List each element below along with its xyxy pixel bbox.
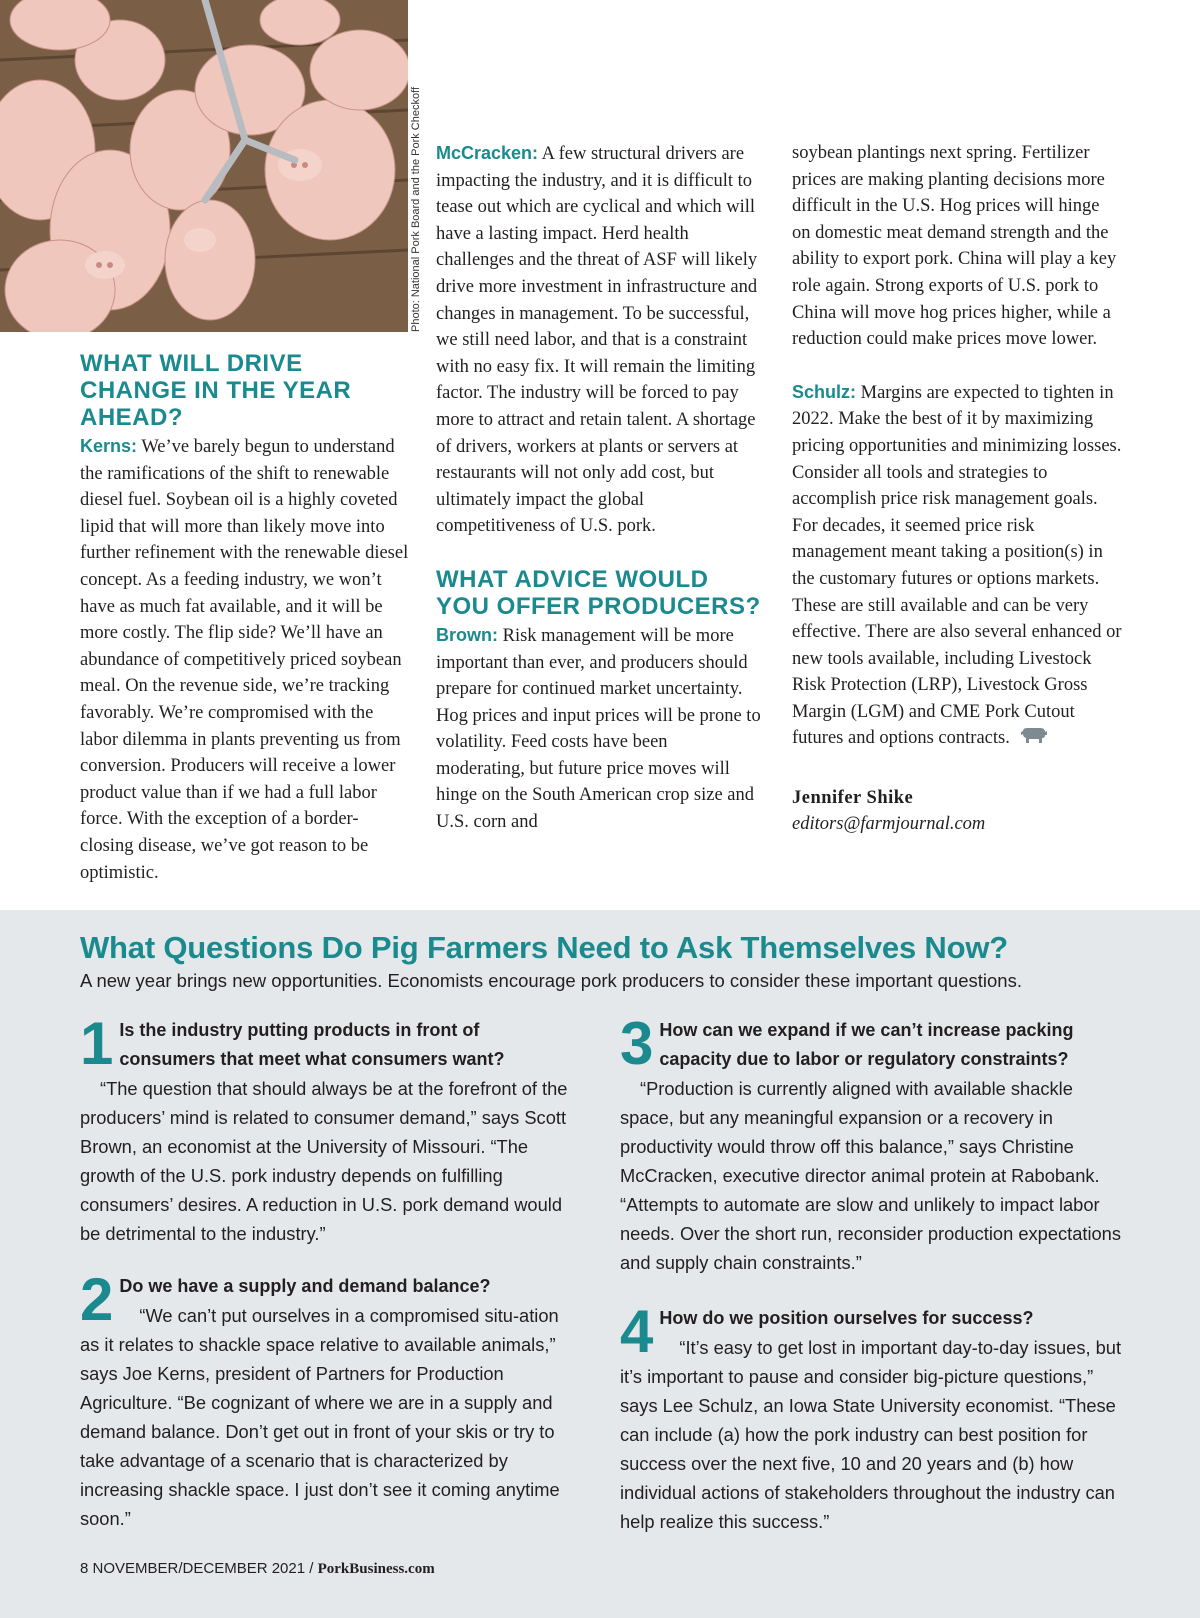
question-4 [620,1298,1125,1536]
question-2 [80,1266,580,1533]
sidebar-subtitle: A new year brings new opportunities. Economists encourage pork producers to consider these important questions. [80,970,1022,991]
byline-email[interactable]: editors@farmjournal.com [792,814,986,835]
schulz-text: Margins are expected to tighten in 2022. Make the best of it by maximizing pricing opportunities and minimizing losses. Consider all tools and strategies to accomplish price risk management goals. For decades, it seemed price risk management meant taking a position(s) in the customary futures or options markets. These are still available and can be very effective. There are also several enhanced or new tools available, including Livestock Risk Protection (LRP), Livestock Gross Margin (LGM) and CME Pork Cutout futures and options contracts. [792,382,1122,749]
question-number: 3 [620,1010,654,1077]
article-column-1 [80,350,410,886]
question-number: 4 [620,1298,654,1365]
piglets-photo [0,0,408,332]
question-3 [620,1010,1125,1277]
brown-lead: Brown: [436,624,498,645]
question-body: “Production is currently aligned with available shackle space, but any meaningful expansion or a recovery in productivity would throw off this balance,” says Christine McCracken, executive director animal protein at Rabobank. “Attempts to automate are slow and unlikely to impact labor needs. Over the short run, reconsider production expectations and supply chain constraints.” [620,1078,1121,1273]
question-number: 1 [80,1010,114,1077]
article-column-3 [792,140,1122,838]
question-1 [80,1010,580,1248]
site-link[interactable]: PorkBusiness.com [317,1561,435,1577]
section-heading-drive-change: WHAT WILL DRIVE CHANGE IN THE YEAR AHEAD? [80,350,352,431]
byline-name: Jennifer Shike [792,787,914,808]
question-body: “We can’t put ourselves in a compromised situ-ation as it relates to shackle space relative to available animals,” says Joe Kerns, president of Partners for Production Agriculture. “Be cognizant of where we are in a supply and demand balance. Don’t get out in front of your skis or try to take advantage of a scenario that is characterized by increasing shackle space. I just don’t see it coming anytime soon.” [80,1305,560,1529]
kerns-text: We’ve barely begun to understand the ramifications of the shift to renewable diesel fuel. Soybean oil is a highly coveted lipid that will more than likely move into further refinement with the renewable diesel concept. As a feeding industry, we won’t have as much fat available, and it will be more costly. The flip side? We’ll have an abundance of competitively priced soybean meal. On the revenue side, we’re tracking favorably. We’re compromised with the labor dilemma in plants preventing us from conversion. Producers will receive a lower product value than if we had a full labor force. With the exception of a border-closing disease, we’ve got reason to be optimistic. [80,437,409,883]
issue-date: NOVEMBER/DECEMBER 2021 [92,1560,306,1577]
kerns-lead: Kerns: [80,436,138,456]
mccracken-paragraph [436,140,761,540]
mccracken-lead: McCracken: [436,143,539,163]
question-heading: How do we position ourselves for success? [659,1308,1034,1328]
footer-separator: / [309,1560,314,1577]
page-footer [80,1560,435,1578]
article-column-2 [436,140,761,836]
brown-text: Risk management will be more important than ever, and producers should prepare for continued market uncertainty. Hog prices and input prices will be prone to volatility. Feed costs have been moderating, but future price moves will hinge on the South American crop size and U.S. corn and [436,625,761,833]
questions-sidebar [0,910,1200,1618]
kerns-paragraph [80,433,410,886]
sidebar-title: What Questions Do Pig Farmers Need to Ask Themselves Now? [80,930,1009,965]
piglets-illustration [0,0,408,332]
schulz-paragraph [792,379,1122,753]
question-heading: Is the industry putting products in front of consumers that meet what consumers want? [119,1020,505,1069]
brown-continued: soybean plantings next spring. Fertilizer prices are making planting decisions more difficult in the U.S. Hog prices will hinge on domestic meat demand strength and the ability to export pork. China will play a key role again. Strong exports of U.S. pork to China will move hog prices higher, while a reduction could make prices move lower. [792,143,1117,350]
question-body: “It’s easy to get lost in important day-to-day issues, but it’s important to pause and consider big-picture questions,” says Lee Schulz, an Iowa State University economist. “These can include (a) how the pork industry can best position for success over the next five, 10 and 20 years and (b) how individual actions of stakeholders throughout the industry can help realize this success.” [620,1337,1122,1532]
question-heading: Do we have a supply and demand balance? [119,1276,491,1296]
question-number: 2 [80,1266,114,1333]
photo-credit: Photo: National Pork Board and the Pork Checkoff [410,87,422,332]
question-heading: How can we expand if we can’t increase packing capacity due to labor or regulatory constraints? [659,1020,1074,1069]
schulz-lead: Schulz: [792,381,857,402]
section-heading-advice: WHAT ADVICE WOULD YOU OFFER PRODUCERS? [436,565,761,620]
mccracken-text: A few structural drivers are impacting the industry, and it is difficult to tease out which are cyclical and which will have a lasting impact. Herd health challenges and the threat of ASF will likely drive more investment in infrastructure and changes in management. To be successful, we still need labor, and that is a constraint with no easy fix. It will remain the limiting factor. The industry will be forced to pay more to attract and retain talent. A shortage of drivers, workers at plants or servers at restaurants will not only add cost, but ultimately impact the global competitiveness of U.S. pork. [436,144,758,537]
question-body: “The question that should always be at the forefront of the producers’ mind is related to consumer demand,” says Scott Brown, an economist at the University of Missouri. “The growth of the U.S. pork industry depends on fulfilling consumers’ desires. A reduction in U.S. pork demand would be detrimental to the industry.” [80,1078,568,1244]
page-number: 8 [80,1560,89,1577]
brown-paragraph [436,622,761,836]
pig-end-mark-icon [1020,726,1048,753]
